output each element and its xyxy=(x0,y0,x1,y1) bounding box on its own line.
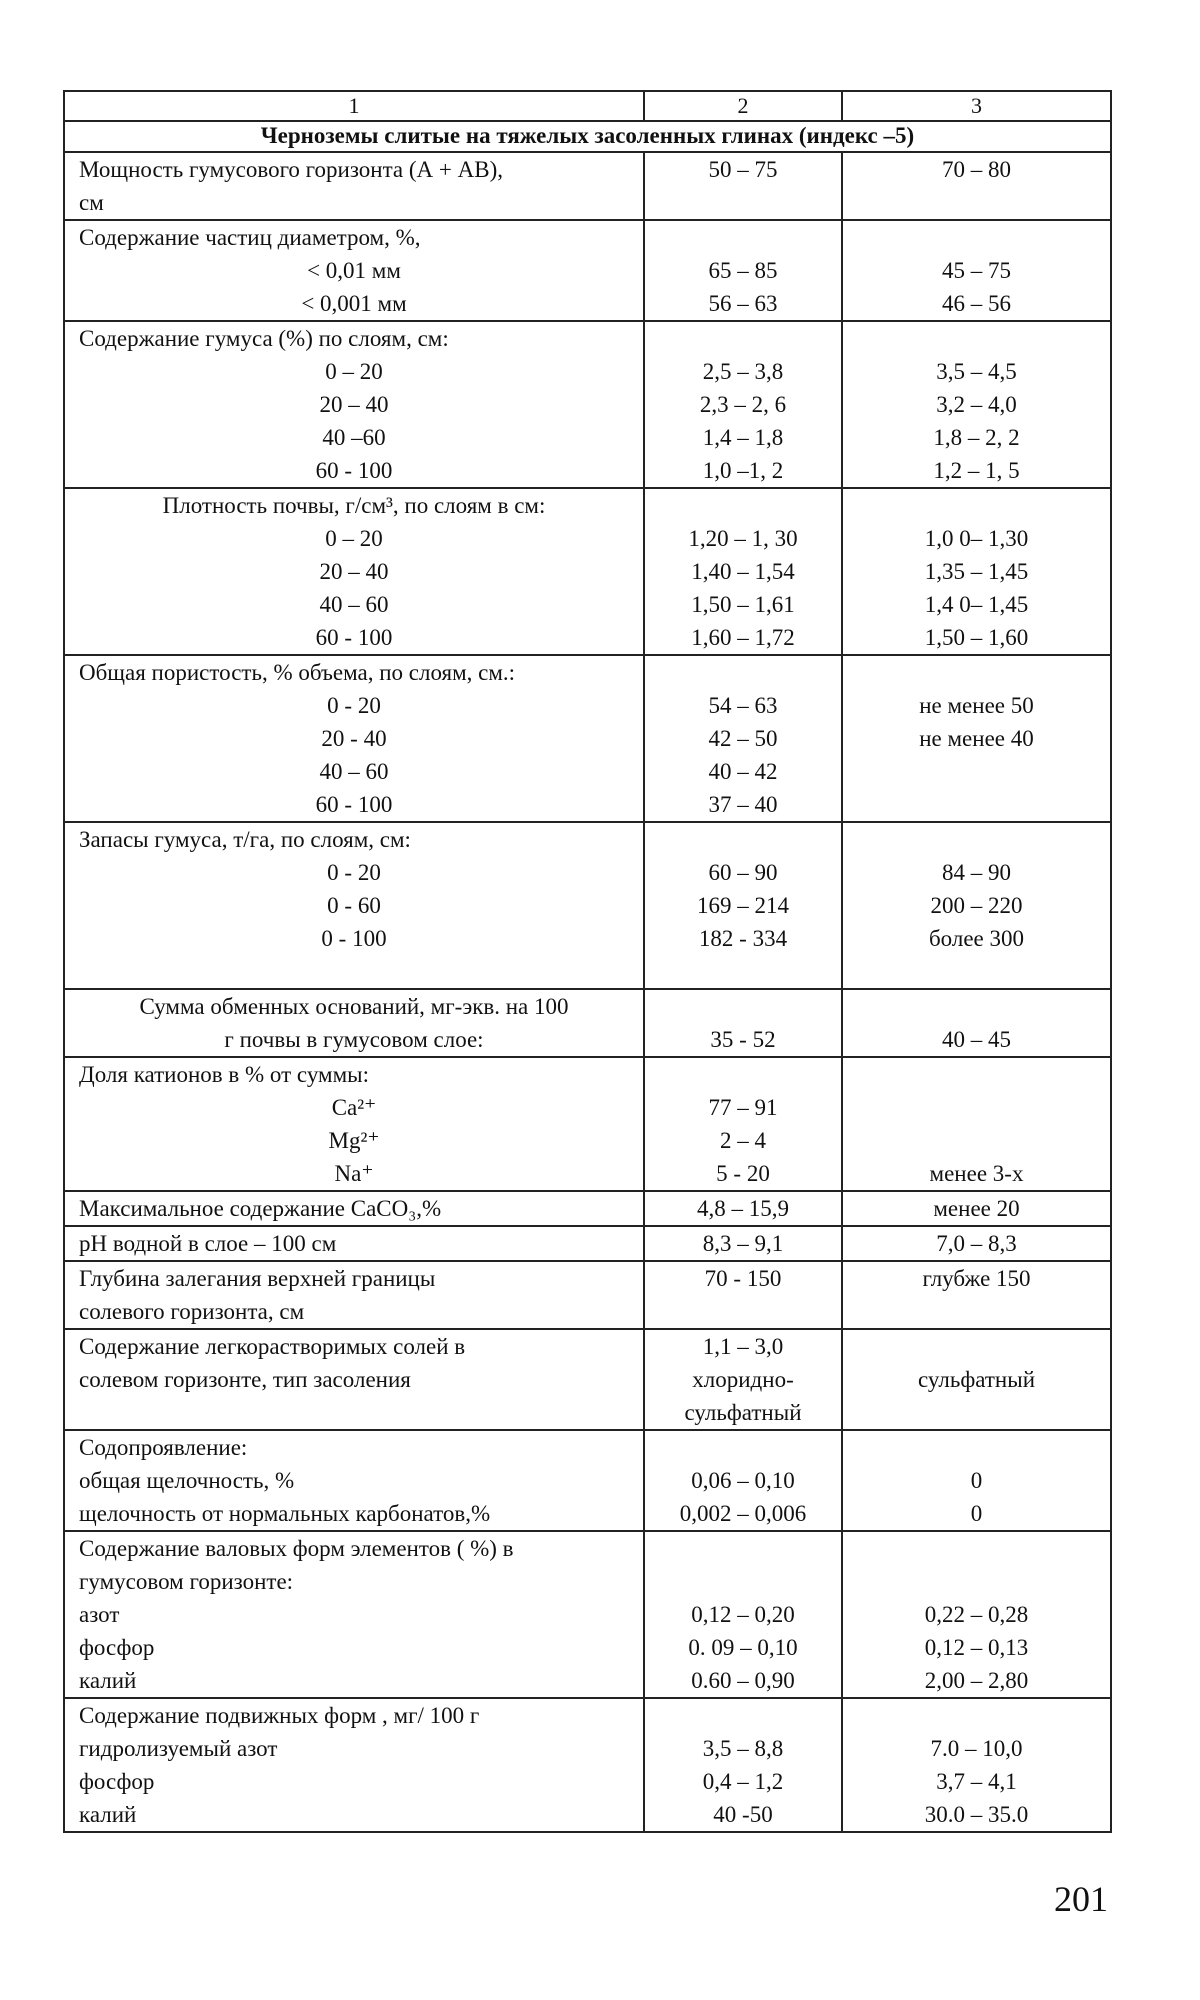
value-line: 46 – 56 xyxy=(942,291,1011,316)
column-2-cell xyxy=(644,989,842,1057)
parameter-cell xyxy=(64,321,644,488)
column-2-cell xyxy=(644,822,842,989)
value-line xyxy=(645,823,841,856)
parameter-line: Максимальное содержание CaCO₃,% xyxy=(79,1196,442,1221)
column-2-cell xyxy=(644,220,842,321)
parameter-line: < 0,001 мм xyxy=(301,291,407,316)
column-3-cell xyxy=(842,1329,1111,1430)
value-line: 42 – 50 xyxy=(708,726,778,751)
value-line xyxy=(645,990,841,1023)
column-3-cell xyxy=(842,488,1111,655)
value-line: 2,00 – 2,80 xyxy=(924,1668,1029,1693)
column-3-cell xyxy=(842,989,1111,1057)
table-row xyxy=(64,1226,1111,1261)
column-3-cell xyxy=(842,1057,1111,1191)
value-line xyxy=(843,1091,1110,1124)
value-line: 60 – 90 xyxy=(708,860,778,885)
parameter-cell xyxy=(64,1329,644,1430)
parameter-line: г почвы в гумусовом слое: xyxy=(224,1027,484,1052)
parameter-line: Ca²⁺ xyxy=(331,1095,377,1120)
value-line: 77 – 91 xyxy=(708,1095,778,1120)
value-line: 182 - 334 xyxy=(698,926,788,951)
column-2-cell xyxy=(644,1430,842,1531)
column-3-cell xyxy=(842,1261,1111,1329)
value-line: 2,3 – 2, 6 xyxy=(699,392,787,417)
page-number: 201 xyxy=(1054,1879,1108,1919)
parameter-line: Содержание гумуса (%) по слоям, см: xyxy=(79,326,449,351)
table-row xyxy=(64,1698,1111,1832)
value-line: 56 – 63 xyxy=(708,291,778,316)
value-line: 30.0 – 35.0 xyxy=(924,1802,1029,1827)
column-2-cell xyxy=(644,1057,842,1191)
value-line xyxy=(645,1431,841,1464)
parameter-line: Плотность почвы, г/см³, по слоям в см: xyxy=(162,493,546,518)
parameter-line: 20 – 40 xyxy=(319,392,389,417)
parameter-line: Содержание частиц диаметром, %, xyxy=(79,225,421,250)
parameter-line: 40 –60 xyxy=(322,425,386,450)
value-line: 1,35 – 1,45 xyxy=(924,559,1029,584)
value-line xyxy=(645,1565,841,1598)
value-line: 7.0 – 10,0 xyxy=(930,1736,1023,1761)
parameter-line: Содержание легкорастворимых солей в xyxy=(79,1334,466,1359)
table-row xyxy=(64,822,1111,989)
parameter-line: 60 - 100 xyxy=(315,458,393,483)
parameter-line: Глубина залегания верхней границы xyxy=(79,1266,436,1291)
parameter-line: гидролизуемый азот xyxy=(79,1736,278,1761)
value-line: 7,0 – 8,3 xyxy=(936,1231,1017,1256)
table-row xyxy=(64,1329,1111,1430)
soil-properties-table xyxy=(63,90,1112,1833)
column-2-cell xyxy=(644,152,842,220)
value-line xyxy=(645,1058,841,1091)
parameter-cell xyxy=(64,655,644,822)
value-line xyxy=(843,1565,1110,1598)
value-line: 84 – 90 xyxy=(942,860,1011,885)
value-line xyxy=(645,1295,841,1328)
section-title-row xyxy=(64,121,1111,152)
parameter-line: pH водной в слое – 100 см xyxy=(79,1231,337,1256)
value-line: 45 – 75 xyxy=(942,258,1011,283)
column-3-cell xyxy=(842,321,1111,488)
table-row xyxy=(64,321,1111,488)
value-line: 1,50 – 1,60 xyxy=(924,625,1029,650)
parameter-line: 0 - 60 xyxy=(327,893,381,918)
parameter-line: Содержание валовых форм элементов ( %) в xyxy=(79,1536,514,1561)
value-line: не менее 40 xyxy=(919,726,1034,751)
parameter-line: 40 – 60 xyxy=(319,592,389,617)
column-2-cell xyxy=(644,655,842,822)
value-line: 4,8 – 15,9 xyxy=(697,1196,789,1221)
parameter-line: фосфор xyxy=(79,1635,155,1660)
parameter-line: Сумма обменных оснований, мг-экв. на 100 xyxy=(139,994,569,1019)
column-2-cell xyxy=(644,1329,842,1430)
value-line: 1,8 – 2, 2 xyxy=(933,425,1020,450)
value-line: глубже 150 xyxy=(922,1266,1031,1291)
value-line xyxy=(843,489,1110,522)
value-line: 1,40 – 1,54 xyxy=(691,559,795,584)
value-line: 3,7 – 4,1 xyxy=(936,1769,1017,1794)
value-line: 1,1 – 3,0 xyxy=(702,1334,784,1359)
table-header-row xyxy=(64,91,1111,121)
value-line: 8,3 – 9,1 xyxy=(702,1231,784,1256)
parameter-line: Запасы гумуса, т/га, по слоям, см: xyxy=(79,827,411,852)
parameter-line: солевом горизонте, тип засоления xyxy=(79,1367,411,1392)
column-3-cell xyxy=(842,1226,1111,1261)
column-2-cell xyxy=(644,321,842,488)
value-line: 1,0 –1, 2 xyxy=(702,458,784,483)
value-line xyxy=(843,1532,1110,1565)
value-line xyxy=(843,1058,1110,1091)
value-line: 1,4 0– 1,45 xyxy=(924,592,1029,617)
parameter-line: Доля катионов в % от суммы: xyxy=(79,1062,369,1087)
value-line: 1,0 0– 1,30 xyxy=(924,526,1029,551)
column-3-cell xyxy=(842,1430,1111,1531)
value-line: 0,002 – 0,006 xyxy=(679,1501,807,1526)
parameter-line: 0 – 20 xyxy=(325,359,383,384)
table-row xyxy=(64,1261,1111,1329)
column-2-cell xyxy=(644,1698,842,1832)
parameter-line: общая щелочность, % xyxy=(79,1468,295,1493)
value-line: 1,4 – 1,8 xyxy=(702,425,784,450)
parameter-cell xyxy=(64,1226,644,1261)
parameter-line: гумусовом горизонте: xyxy=(79,1569,294,1594)
value-line: 1,60 – 1,72 xyxy=(691,625,795,650)
value-line: 1,50 – 1,61 xyxy=(691,592,795,617)
parameter-line: 0 - 100 xyxy=(321,926,387,951)
value-line: 1,20 – 1, 30 xyxy=(688,526,798,551)
column-3-cell xyxy=(842,822,1111,989)
value-line: 3,2 – 4,0 xyxy=(936,392,1017,417)
value-line xyxy=(843,788,1110,821)
value-line: 1,2 – 1, 5 xyxy=(933,458,1020,483)
parameter-line xyxy=(65,1396,643,1429)
parameter-cell xyxy=(64,1191,644,1226)
value-line: 0,12 – 0,20 xyxy=(691,1602,795,1627)
parameter-line: щелочность от нормальных карбонатов,% xyxy=(79,1501,491,1526)
value-line xyxy=(843,322,1110,355)
value-line: 3,5 – 8,8 xyxy=(702,1736,784,1761)
value-line: менее 3-х xyxy=(929,1161,1024,1186)
parameter-cell xyxy=(64,1430,644,1531)
value-line: 200 – 220 xyxy=(930,893,1023,918)
value-line xyxy=(843,1699,1110,1732)
column-2-cell xyxy=(644,488,842,655)
value-line: 70 - 150 xyxy=(704,1266,782,1291)
parameter-line: см xyxy=(79,190,104,215)
value-line: 0,06 – 0,10 xyxy=(691,1468,795,1493)
value-line xyxy=(843,656,1110,689)
value-line xyxy=(645,322,841,355)
value-line xyxy=(843,1431,1110,1464)
table-row xyxy=(64,655,1111,822)
value-line: 2 – 4 xyxy=(720,1128,766,1153)
value-line xyxy=(843,1396,1110,1429)
value-line xyxy=(843,186,1110,219)
value-line: сульфатный xyxy=(684,1400,802,1425)
value-line xyxy=(645,1532,841,1565)
table-row xyxy=(64,220,1111,321)
parameter-line: фосфор xyxy=(79,1769,155,1794)
value-line xyxy=(843,955,1110,988)
value-line: 70 – 80 xyxy=(942,157,1011,182)
parameter-line: 40 – 60 xyxy=(319,759,389,784)
value-line: 0,22 – 0,28 xyxy=(924,1602,1029,1627)
table-row xyxy=(64,1191,1111,1226)
column-3-cell xyxy=(842,220,1111,321)
parameter-line: < 0,01 мм xyxy=(307,258,401,283)
parameter-line: 0 – 20 xyxy=(325,526,383,551)
value-line: 2,5 – 3,8 xyxy=(702,359,784,384)
parameter-line: азот xyxy=(79,1602,120,1627)
value-line xyxy=(645,489,841,522)
value-line: сульфатный xyxy=(918,1367,1035,1392)
value-line: более 300 xyxy=(928,926,1025,951)
value-line xyxy=(645,955,841,988)
parameter-line: Mg²⁺ xyxy=(328,1128,380,1153)
value-line: 0.60 – 0,90 xyxy=(691,1668,795,1693)
parameter-line: солевого горизонта, см xyxy=(79,1299,305,1324)
table-row xyxy=(64,488,1111,655)
parameter-cell xyxy=(64,822,644,989)
parameter-line: 60 - 100 xyxy=(315,625,393,650)
value-line xyxy=(645,656,841,689)
column-2-cell xyxy=(644,1191,842,1226)
parameter-line: Содержание подвижных форм , мг/ 100 г xyxy=(79,1703,480,1728)
parameter-line: 20 - 40 xyxy=(321,726,387,751)
value-line xyxy=(843,221,1110,254)
value-line: не менее 50 xyxy=(919,693,1034,718)
value-line xyxy=(843,1330,1110,1363)
value-line: 54 – 63 xyxy=(708,693,778,718)
value-line: 0 xyxy=(970,1501,983,1526)
parameter-line: Содопроявление: xyxy=(79,1435,248,1460)
value-line xyxy=(843,1295,1110,1328)
parameter-cell xyxy=(64,1698,644,1832)
parameter-line: калий xyxy=(79,1668,137,1693)
value-line: 40 – 42 xyxy=(708,759,778,784)
parameter-cell xyxy=(64,1531,644,1698)
header-col-2: 2 xyxy=(644,91,842,121)
value-line: 0,12 – 0,13 xyxy=(924,1635,1029,1660)
value-line xyxy=(645,1699,841,1732)
value-line xyxy=(843,755,1110,788)
value-line: 0. 09 – 0,10 xyxy=(688,1635,798,1660)
parameter-line: Общая пористость, % объема, по слоям, см.: xyxy=(79,660,516,685)
parameter-line xyxy=(65,955,643,988)
value-line: 5 - 20 xyxy=(716,1161,770,1186)
parameter-line: 20 – 40 xyxy=(319,559,389,584)
value-line xyxy=(843,1124,1110,1157)
column-3-cell xyxy=(842,1531,1111,1698)
value-line: менее 20 xyxy=(933,1196,1020,1221)
value-line: 0,4 – 1,2 xyxy=(702,1769,784,1794)
value-line: 35 - 52 xyxy=(710,1027,776,1052)
parameter-cell xyxy=(64,1261,644,1329)
table-row xyxy=(64,1430,1111,1531)
table-row xyxy=(64,989,1111,1057)
value-line: 0 xyxy=(970,1468,983,1493)
value-line xyxy=(843,823,1110,856)
value-line xyxy=(645,186,841,219)
table-row xyxy=(64,152,1111,220)
column-3-cell xyxy=(842,1698,1111,1832)
value-line: 40 – 45 xyxy=(942,1027,1011,1052)
parameter-line: Мощность гумусового горизонта (А + АВ), xyxy=(79,157,503,182)
value-line xyxy=(843,990,1110,1023)
value-line: 37 – 40 xyxy=(708,792,778,817)
value-line: хлоридно- xyxy=(692,1367,794,1392)
column-2-cell xyxy=(644,1261,842,1329)
parameter-cell xyxy=(64,152,644,220)
table-row xyxy=(64,1531,1111,1698)
column-3-cell xyxy=(842,1191,1111,1226)
header-col-1: 1 xyxy=(64,91,644,121)
parameter-line: 0 - 20 xyxy=(327,860,381,885)
parameter-line: 0 - 20 xyxy=(327,693,381,718)
column-2-cell xyxy=(644,1226,842,1261)
value-line xyxy=(645,221,841,254)
parameter-cell xyxy=(64,989,644,1057)
value-line: 169 – 214 xyxy=(697,893,789,918)
header-col-3: 3 xyxy=(842,91,1111,121)
parameter-cell xyxy=(64,220,644,321)
table-row xyxy=(64,1057,1111,1191)
parameter-cell xyxy=(64,1057,644,1191)
parameter-cell xyxy=(64,488,644,655)
parameter-line: 60 - 100 xyxy=(315,792,393,817)
parameter-line: калий xyxy=(79,1802,137,1827)
value-line: 3,5 – 4,5 xyxy=(936,359,1017,384)
value-line: 40 -50 xyxy=(713,1802,773,1827)
column-3-cell xyxy=(842,655,1111,822)
parameter-line: Na⁺ xyxy=(334,1161,374,1186)
value-line: 65 – 85 xyxy=(708,258,778,283)
section-title: Черноземы слитые на тяжелых засоленных глинах (индекс –5) xyxy=(64,121,1111,152)
value-line: 50 – 75 xyxy=(708,157,778,182)
column-3-cell xyxy=(842,152,1111,220)
column-2-cell xyxy=(644,1531,842,1698)
